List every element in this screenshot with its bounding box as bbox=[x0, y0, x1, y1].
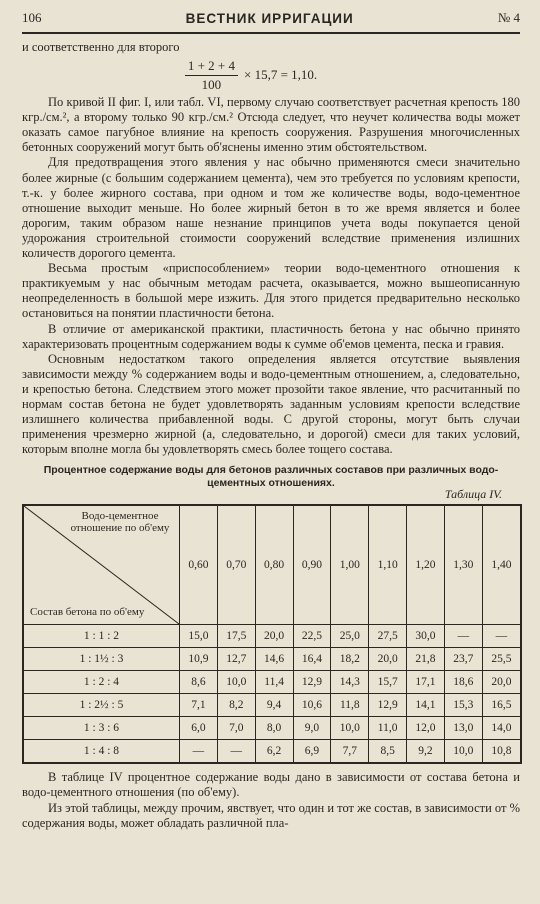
table-caption: Процентное содержание воды для бетонов различных составов при различных водо-цементных отношениях. bbox=[43, 464, 499, 489]
table-cell: 16,4 bbox=[293, 648, 331, 671]
table-cell: 12,9 bbox=[293, 671, 331, 694]
table-cell: 22,5 bbox=[293, 625, 331, 648]
table-cell: 10,9 bbox=[180, 648, 218, 671]
table-cell: 11,0 bbox=[369, 717, 407, 740]
table-cell: 7,0 bbox=[217, 717, 255, 740]
column-header: 1,30 bbox=[444, 505, 482, 625]
table-cell: 17,1 bbox=[407, 671, 445, 694]
formula-denominator: 100 bbox=[201, 76, 222, 92]
table-cell: 9,0 bbox=[293, 717, 331, 740]
table-row bbox=[23, 694, 521, 717]
journal-title: ВЕСТНИК ИРРИГАЦИИ bbox=[185, 10, 354, 26]
table-cell: 10,0 bbox=[331, 717, 369, 740]
table-cell: 14,0 bbox=[482, 717, 521, 740]
table-cell: — bbox=[217, 740, 255, 764]
row-mix-label: 1 : 3 : 6 bbox=[23, 717, 180, 740]
table-cell: — bbox=[482, 625, 521, 648]
row-mix-label: 1 : 4 : 8 bbox=[23, 740, 180, 764]
table-row bbox=[23, 648, 521, 671]
table-cell: 12,9 bbox=[369, 694, 407, 717]
table-cell: 18,6 bbox=[444, 671, 482, 694]
table-cell: 18,2 bbox=[331, 648, 369, 671]
row-mix-label: 1 : 2½ : 5 bbox=[23, 694, 180, 717]
table-header-row bbox=[23, 505, 521, 625]
table-cell: 13,0 bbox=[444, 717, 482, 740]
column-header: 0,80 bbox=[255, 505, 293, 625]
formula-rest: × 15,7 = 1,10. bbox=[244, 67, 318, 83]
table-cell: 15,0 bbox=[180, 625, 218, 648]
table-corner-cell bbox=[23, 505, 180, 625]
table-cell: 8,2 bbox=[217, 694, 255, 717]
table-cell: 27,5 bbox=[369, 625, 407, 648]
paragraph-1: По кривой II фиг. I, или табл. VI, первому случаю соответствует расчетная крепость 180 кгр./см.², а второму только 90 кгр./см.² Отсюда следует, что неучет количества воды может оказать самое пагубное влияние на крепость сооружения. Разрушения многочисленных бетонных сооружений могут быть об'яснены именно этим обстоятельством. bbox=[22, 95, 520, 155]
table-label: Таблица IV. bbox=[444, 487, 502, 502]
table-cell: 10,8 bbox=[482, 740, 521, 764]
table-cell: 14,1 bbox=[407, 694, 445, 717]
table-cell: 14,6 bbox=[255, 648, 293, 671]
table-cell: 23,7 bbox=[444, 648, 482, 671]
table-cell: 14,3 bbox=[331, 671, 369, 694]
row-mix-label: 1 : 2 : 4 bbox=[23, 671, 180, 694]
formula bbox=[0, 55, 520, 95]
paragraph-5: Основным недостатком такого определения является отсутствие выявления зависимости между % содержанием воды и водо-цементным отношением, а, следовательно, и крепостью бетона. Следствием этого может прозойти такое явление, что расчитанный по нормам состав бетона не будет удовлетворять заданным условиям крепости вследствие излишнего количества прибавленной воды. С другой стороны, могут быть случаи применения чрезмерно жирной (а, следовательно, и дорогой) смеси для таких условий, которым вполне могла бы удовлетворять смесь более тощего состава. bbox=[22, 351, 520, 457]
table-cell: 12,7 bbox=[217, 648, 255, 671]
table-row bbox=[23, 625, 521, 648]
table-cell: 30,0 bbox=[407, 625, 445, 648]
table-cell: 15,7 bbox=[369, 671, 407, 694]
table-cell: 20,0 bbox=[369, 648, 407, 671]
column-header: 1,20 bbox=[407, 505, 445, 625]
column-header: 1,40 bbox=[482, 505, 521, 625]
table-cell: 12,0 bbox=[407, 717, 445, 740]
corner-top-label: Водо-цементное отношение по об'ему bbox=[70, 510, 170, 535]
table-cell: 20,0 bbox=[255, 625, 293, 648]
page bbox=[0, 4, 540, 904]
table-cell: 17,5 bbox=[217, 625, 255, 648]
row-mix-label: 1 : 1 : 2 bbox=[23, 625, 180, 648]
table-cell: 25,5 bbox=[482, 648, 521, 671]
corner-bottom-label: Состав бетона по об'ему bbox=[30, 606, 145, 619]
table-cell: 6,2 bbox=[255, 740, 293, 764]
formula-numerator: 1 + 2 + 4 bbox=[185, 58, 238, 76]
table-row bbox=[23, 717, 521, 740]
column-header: 0,70 bbox=[217, 505, 255, 625]
paragraph-3: Весьма простым «приспособлением» теории водо-цементного отношения к практикуемым у нас обычным методам расчета, оказывается, можно вышеописанную неопределенность в большой мере изжить. Для этого придется предварительно несколько остановиться на понятии пластичности бетона. bbox=[22, 261, 520, 321]
paragraph-2: Для предотвращения этого явления у нас обычно применяются смеси значительно более жирные (с большим содержанием цемента), чем это требуется по условиям крепости, т.-к. у более жирного состава, при одном и том же количестве воды, водо-цементное отношение выходит меньше. Но более жирный бетон в то же время является и более дорогим, таким образом наше незнание принципов учета воды покупается ценой удорожания строительной стоимости сооружений вследствие применения излишних количеств дорогого цемента. bbox=[22, 155, 520, 261]
table-cell: 20,0 bbox=[482, 671, 521, 694]
table-cell: 11,8 bbox=[331, 694, 369, 717]
page-header bbox=[22, 4, 520, 34]
column-header: 1,00 bbox=[331, 505, 369, 625]
issue-number: № 4 bbox=[497, 10, 520, 25]
row-mix-label: 1 : 1½ : 3 bbox=[23, 648, 180, 671]
table-cell: 7,7 bbox=[331, 740, 369, 764]
table-cell: 8,6 bbox=[180, 671, 218, 694]
table-cell: 10,0 bbox=[444, 740, 482, 764]
column-header: 1,10 bbox=[369, 505, 407, 625]
table-cell: — bbox=[444, 625, 482, 648]
table-cell: 6,9 bbox=[293, 740, 331, 764]
intro-line: и соответственно для второго bbox=[22, 40, 180, 54]
table-cell: 7,1 bbox=[180, 694, 218, 717]
table-row bbox=[23, 671, 521, 694]
table-cell: 8,0 bbox=[255, 717, 293, 740]
column-header: 0,60 bbox=[180, 505, 218, 625]
table-cell: 21,8 bbox=[407, 648, 445, 671]
table-cell: 25,0 bbox=[331, 625, 369, 648]
column-header: 0,90 bbox=[293, 505, 331, 625]
water-content-table bbox=[22, 504, 522, 764]
table-cell: 9,2 bbox=[407, 740, 445, 764]
table-cell: 9,4 bbox=[255, 694, 293, 717]
table-cell: 10,0 bbox=[217, 671, 255, 694]
table-cell: 15,3 bbox=[444, 694, 482, 717]
formula-fraction bbox=[185, 58, 238, 93]
table-cell: 8,5 bbox=[369, 740, 407, 764]
paragraph-6: В таблице IV процентное содержание воды дано в зависимости от состава бетона и водо-цементного отношения (по об'ему). bbox=[22, 770, 520, 800]
table-cell: 6,0 bbox=[180, 717, 218, 740]
paragraph-4: В отличие от американской практики, пластичность бетона у нас обычно принято характеризовать процентным содержанием воды к сумме об'емов цемента, песка и гравия. bbox=[22, 321, 520, 351]
page-number: 106 bbox=[22, 10, 42, 25]
table-row bbox=[23, 740, 521, 764]
paragraph-7: Из этой таблицы, между прочим, явствует, что один и тот же состав, в зависимости от % содержания воды, может обладать различной пла- bbox=[22, 800, 520, 830]
table-cell: 11,4 bbox=[255, 671, 293, 694]
table-cell: 10,6 bbox=[293, 694, 331, 717]
table-cell: — bbox=[180, 740, 218, 764]
table-cell: 16,5 bbox=[482, 694, 521, 717]
